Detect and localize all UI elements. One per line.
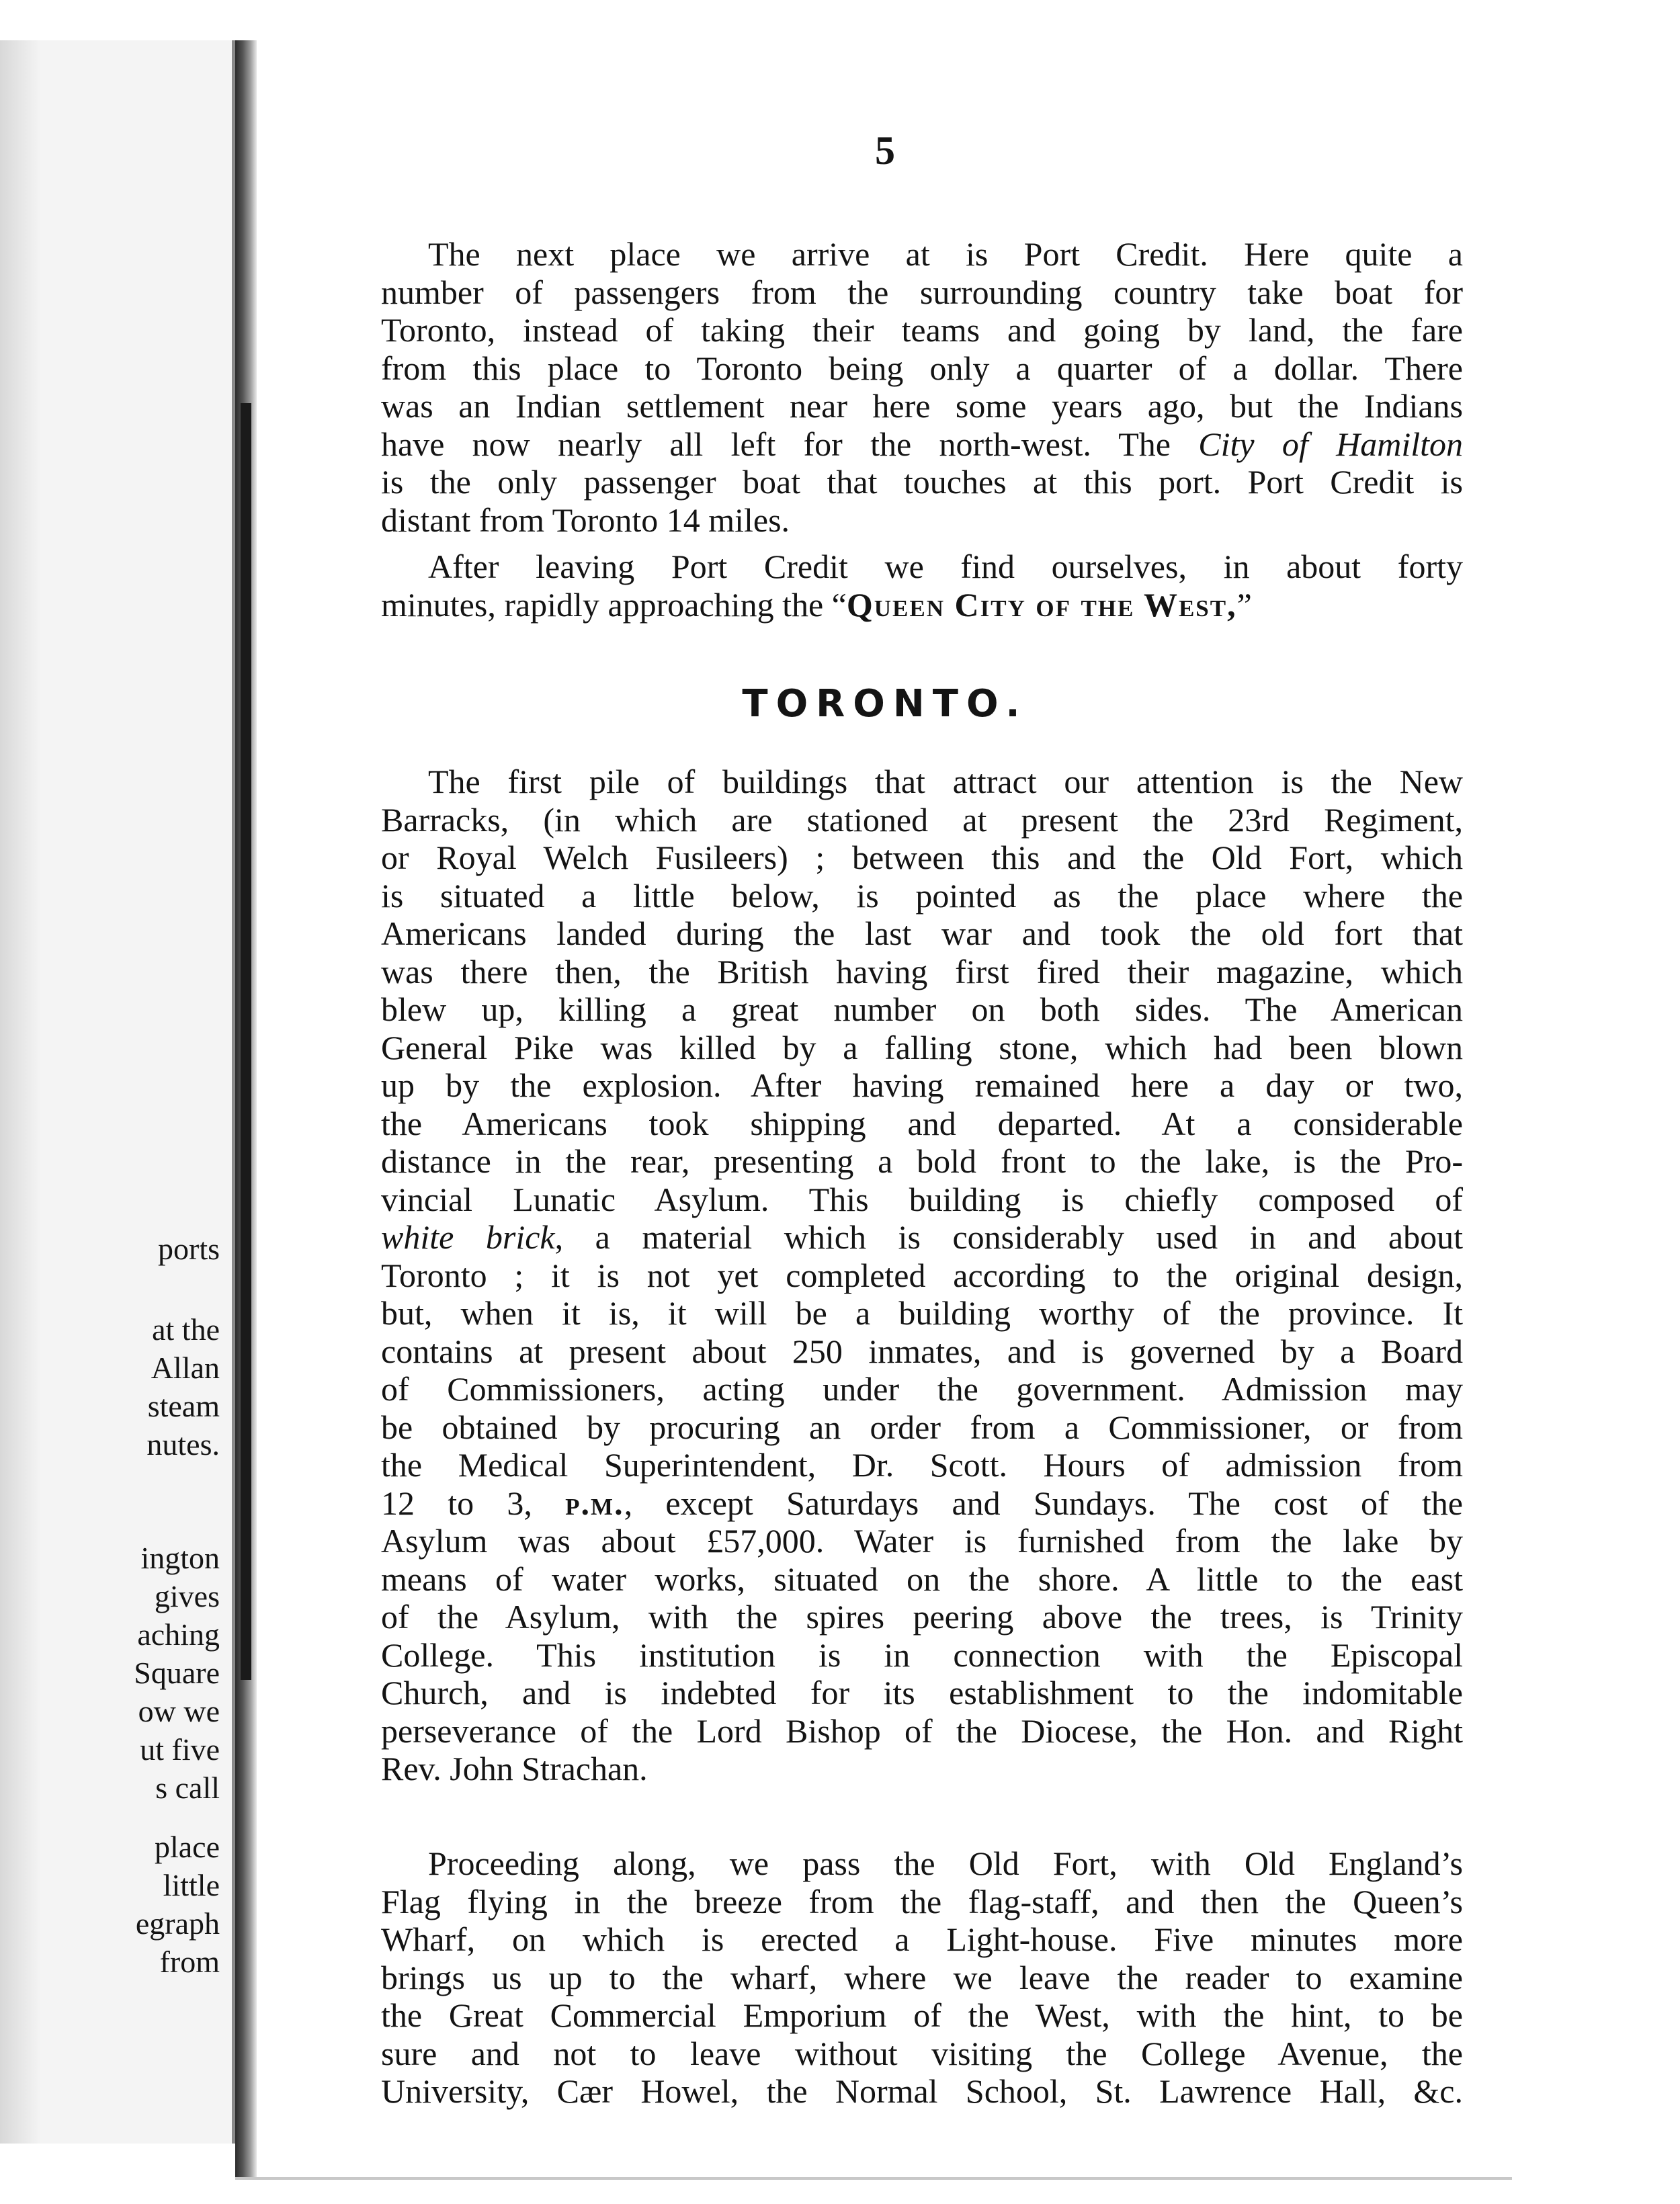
text-line: from this place to Toronto being only a quarter of a dollar. There: [381, 349, 1463, 387]
text-line: Flag flying in the breeze from the flag-staff, and then the Queen’s: [381, 1882, 1463, 1920]
text-line: vincial Lunatic Asylum. This building is chiefly composed of: [381, 1180, 1463, 1218]
facing-page-fragment: ut five: [140, 1732, 220, 1767]
text-line: number of passengers from the surrounding country take boat for: [381, 273, 1463, 311]
text-line: sure and not to leave without visiting the College Avenue, the: [381, 2034, 1463, 2072]
text-line: University, Cær Howel, the Normal School, St. Lawrence Hall, &c.: [381, 2072, 1463, 2110]
text-line: Americans landed during the last war and took the old fort that: [381, 915, 1463, 952]
text-line: brings us up to the wharf, where we leave the reader to examine: [381, 1958, 1463, 1996]
text-line: perseverance of the Lord Bishop of the Diocese, the Hon. and Right: [381, 1711, 1463, 1750]
text-line: means of water works, situated on the shore. A little to the east: [381, 1560, 1463, 1598]
text-line: be obtained by procuring an order from a Commissioner, or from: [381, 1408, 1463, 1446]
text-line: Church, and is indebted for its establishment to the indomitable: [381, 1674, 1463, 1711]
text-segment: minutes, rapidly approaching the “: [381, 585, 847, 624]
facing-page-fragment: s call: [155, 1771, 220, 1805]
page-bottom-edge: [235, 2177, 1512, 2180]
facing-page-fragment: steam: [147, 1389, 220, 1423]
text-line: contains at present about 250 inmates, and is governed by a Board: [381, 1332, 1463, 1370]
facing-page-fragment: little: [163, 1868, 220, 1902]
facing-page-fragment-group: [158, 1230, 220, 1268]
text-line: up by the explosion. After having remained here a day or two,: [381, 1066, 1463, 1104]
paragraph-approach: [381, 548, 1463, 624]
text-line: the Americans took shipping and departed. At a considerable: [381, 1104, 1463, 1142]
italic-text: City of Hamilton: [1198, 425, 1464, 463]
facing-page-fragment: aching: [137, 1617, 220, 1652]
facing-page: [0, 40, 235, 2144]
facing-page-edge: [0, 40, 40, 2144]
text-segment: 12 to 3,: [381, 1484, 532, 1522]
text-line: Wharf, on which is erected a Light-house. Five minutes more: [381, 1920, 1463, 1958]
facing-page-fragment-group: [146, 1310, 220, 1464]
text-line: of the Asylum, with the spires peering above the trees, is Trinity: [381, 1598, 1463, 1636]
facing-page-fragment: Square: [134, 1656, 220, 1690]
facing-page-fragment: ow we: [138, 1694, 220, 1728]
text-line: the Great Commercial Emporium of the West, with the hint, to be: [381, 1996, 1463, 2034]
section-heading: TORONTO.: [742, 682, 1028, 726]
facing-page-fragment-group: [134, 1539, 220, 1807]
text-line: After leaving Port Credit we find ourselves, in about forty: [428, 548, 1463, 585]
text-segment: have now nearly all left for the north-west. The: [381, 425, 1171, 463]
paragraph-toronto: [381, 763, 1463, 1788]
facing-page-fragment: from: [159, 1945, 220, 1979]
page: [257, 27, 1513, 2177]
text-segment: ”: [1236, 585, 1252, 624]
text-line: [381, 1484, 1463, 1523]
text-line: Toronto, instead of taking their teams and going by land, the fare: [381, 311, 1463, 349]
text-line: was there then, the British having first fired their magazine, which: [381, 952, 1463, 990]
text-line: distance in the rear, presenting a bold front to the lake, is the Pro-: [381, 1142, 1463, 1180]
text-line: blew up, killing a great number on both sides. The American: [381, 990, 1463, 1028]
text-line: but, when it is, it will be a building worthy of the province. It: [381, 1294, 1463, 1332]
text-line: is situated a little below, is pointed as the place where the: [381, 876, 1463, 915]
text-line: distant from Toronto 14 miles.: [381, 501, 790, 539]
text-line: Asylum was about £57,000. Water is furnished from the lake by: [381, 1522, 1463, 1560]
facing-page-fragment: nutes.: [146, 1427, 220, 1461]
text-line: [381, 425, 1463, 464]
paragraph-port-credit: [381, 235, 1463, 539]
text-line: Barracks, (in which are stationed at present the 23rd Regiment,: [381, 800, 1463, 839]
facing-page-fragment: egraph: [135, 1906, 220, 1941]
text-line: The first pile of buildings that attract our attention is the New: [428, 763, 1463, 800]
text-line: Rev. John Strachan.: [381, 1750, 648, 1787]
facing-page-fragment: place: [154, 1830, 220, 1864]
text-line: or Royal Welch Fusileers) ; between this and the Old Fort, which: [381, 839, 1463, 876]
text-segment: , a material which is considerably used in and about: [554, 1218, 1463, 1256]
page-number: 5: [875, 128, 895, 173]
text-line: The next place we arrive at is Port Credit. Here quite a: [428, 235, 1463, 273]
text-line: Proceeding along, we pass the Old Fort, with Old England’s: [428, 1845, 1463, 1882]
text-line: [381, 1218, 1463, 1257]
small-caps-text: p.m.: [565, 1484, 624, 1522]
facing-page-fragment: Allan: [151, 1351, 220, 1385]
text-line: [381, 586, 1463, 624]
text-line: the Medical Superintendent, Dr. Scott. Hours of admission from: [381, 1446, 1463, 1484]
text-segment: , except Saturdays and Sundays. The cost of the: [624, 1484, 1463, 1522]
text-line: Toronto ; it is not yet completed according to the original design,: [381, 1256, 1463, 1294]
gutter-shadow: [241, 403, 251, 1680]
facing-page-fragment: gives: [154, 1579, 220, 1613]
facing-page-fragment-group: [136, 1828, 220, 1981]
text-line: is the only passenger boat that touches at this port. Port Credit is: [381, 463, 1463, 501]
paragraph-proceeding: [381, 1845, 1463, 2111]
text-line: was an Indian settlement near here some years ago, but the Indians: [381, 387, 1463, 425]
facing-page-fragment: ington: [140, 1541, 220, 1575]
facing-page-fragment: ports: [158, 1232, 220, 1266]
facing-page-fragment: at the: [152, 1312, 220, 1347]
text-line: of Commissioners, acting under the government. Admission may: [381, 1370, 1463, 1408]
text-line: College. This institution is in connection with the Episcopal: [381, 1636, 1463, 1674]
small-caps-text: Queen City of the West,: [846, 585, 1237, 624]
text-line: General Pike was killed by a falling stone, which had been blown: [381, 1028, 1463, 1066]
italic-text: white brick: [381, 1218, 555, 1256]
